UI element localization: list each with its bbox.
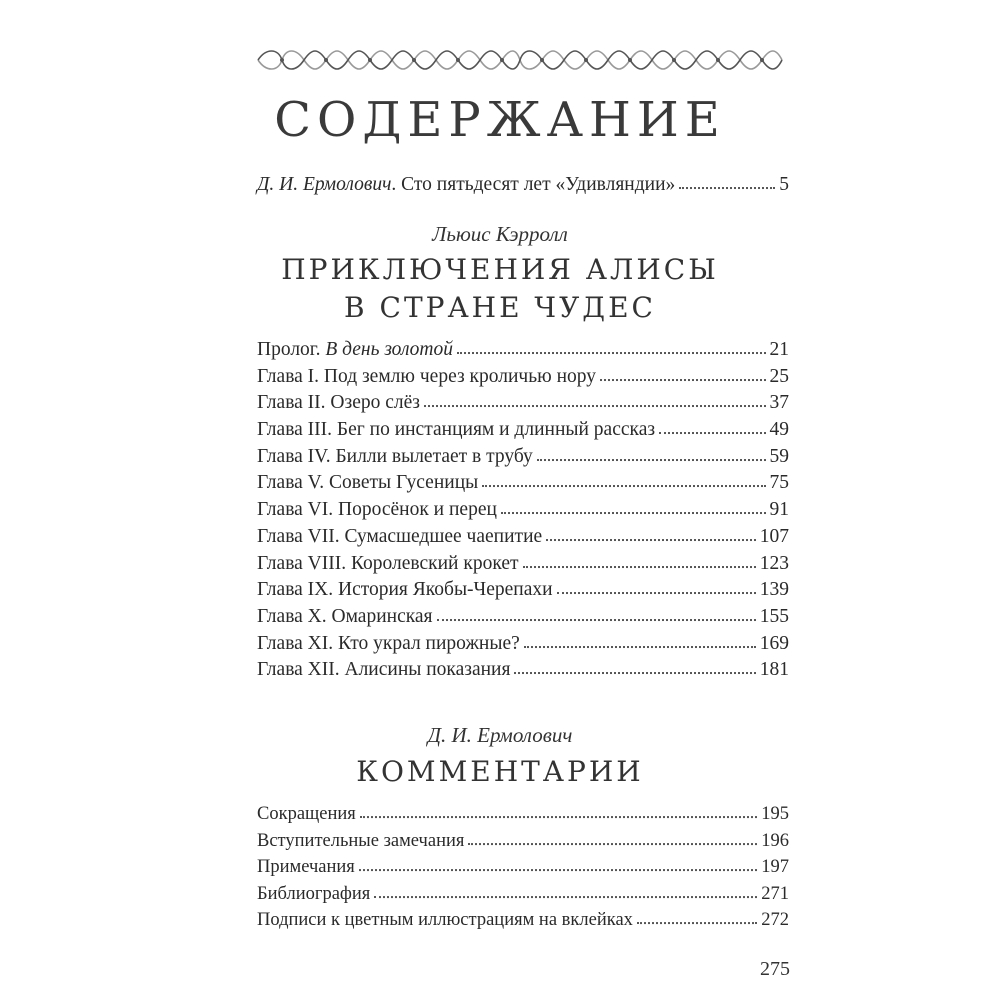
prologue-prefix: Пролог. (257, 339, 326, 360)
toc-entry-page: 181 (759, 659, 789, 681)
toc-entry-page: 155 (759, 605, 789, 627)
leader-dots (437, 610, 756, 621)
toc-entry-page: 21 (769, 339, 789, 360)
toc-entry-chapter[interactable] (257, 366, 789, 393)
toc-entry-label: Глава VII. Сумасшедшее чаепитие (257, 525, 543, 547)
toc-entry-chapter[interactable] (257, 606, 789, 633)
toc-entry-chapter[interactable] (257, 499, 789, 526)
toc-entry-page: 271 (761, 883, 789, 904)
toc-entry-label: Глава IX. История Якобы-Черепахи (257, 579, 553, 601)
page-number: 275 (760, 958, 790, 980)
toc-entry-page: 37 (769, 392, 789, 414)
toc-commentary (257, 804, 789, 937)
leader-dots (359, 861, 757, 871)
toc-entry-page: 75 (769, 472, 789, 494)
toc-entry-commentary[interactable] (257, 857, 789, 884)
toc-entry-label: Вступительные замечания (257, 830, 465, 851)
toc-entry-page: 107 (759, 525, 789, 547)
toc-entry-chapter[interactable] (257, 633, 789, 660)
toc-entry-chapter[interactable] (257, 526, 789, 553)
toc-entry-label: Глава III. Бег по инстанциям и длинный рассказ (257, 419, 656, 441)
toc-entry-chapter[interactable] (257, 579, 789, 606)
leader-dots (514, 664, 755, 675)
toc-entry-label: Глава VIII. Королевский крокет (257, 552, 519, 574)
toc-entry-commentary[interactable] (257, 884, 789, 911)
toc-entry-page: 272 (761, 910, 789, 930)
toc-entry-commentary[interactable] (257, 831, 789, 858)
leader-dots (600, 370, 766, 381)
toc-entry-page: 49 (769, 419, 789, 441)
prologue-title: В день золотой (325, 339, 454, 360)
leader-dots (424, 397, 766, 408)
leader-dots (501, 503, 766, 514)
toc-entry-label (257, 339, 453, 361)
toc-entry-label: Глава II. Озеро слёз (257, 392, 420, 414)
leader-dots (523, 557, 756, 568)
toc-entry-chapter[interactable] (257, 553, 789, 580)
toc-entry-page: 169 (759, 632, 789, 654)
book-title-line1: ПРИКЛЮЧЕНИЯ АЛИСЫ (281, 253, 719, 286)
leader-dots (360, 808, 757, 818)
toc-entry-commentary[interactable] (257, 804, 789, 831)
commentary-author: Д. И. Ермолович (427, 723, 573, 747)
leader-dots (679, 178, 775, 189)
leader-dots (557, 583, 756, 594)
toc-entry-chapter[interactable] (257, 659, 789, 686)
toc-entry-page: 123 (759, 552, 789, 574)
ornament-swirl-icon (256, 46, 784, 74)
toc-entry-page: 59 (769, 445, 789, 467)
leader-dots (546, 530, 756, 541)
toc-intro (257, 174, 789, 200)
commentary-title: КОММЕНТАРИИ (356, 755, 644, 788)
leader-dots (482, 477, 765, 488)
toc-entry-page: 139 (759, 579, 789, 601)
toc-entry-label: Примечания (257, 857, 355, 877)
toc-entry-label: Глава XI. Кто украл пирожные? (257, 632, 520, 654)
toc-entry-label: Глава I. Под землю через кроличью нору (257, 365, 596, 387)
leader-dots (468, 834, 757, 844)
book-author: Льюис Кэрролл (432, 222, 568, 246)
toc-entry-intro[interactable] (257, 174, 789, 200)
book-title-line2: В СТРАНЕ ЧУДЕС (344, 291, 656, 324)
page-title: СОДЕРЖАНИЕ (274, 92, 726, 148)
intro-text: . Сто пятьдесят лет «Удивляндии» (391, 174, 676, 195)
toc-entry-page: 25 (769, 365, 789, 387)
leader-dots (374, 887, 757, 897)
toc-entry-chapter[interactable] (257, 392, 789, 419)
toc-alice (257, 339, 789, 686)
leader-dots (537, 450, 766, 461)
toc-entry-page: 197 (761, 857, 789, 877)
toc-entry-label: Глава IV. Билли вылетает в трубу (257, 445, 533, 467)
toc-entry-label: Глава XII. Алисины показания (257, 659, 511, 681)
leader-dots (637, 914, 757, 924)
toc-entry-label: Библиография (257, 883, 371, 904)
toc-entry-chapter[interactable] (257, 446, 789, 473)
toc-entry-label: Глава VI. Поросёнок и перец (257, 499, 497, 521)
toc-entry-commentary[interactable] (257, 910, 789, 937)
toc-entry-label: Глава X. Омаринская (257, 605, 433, 627)
leader-dots (524, 637, 756, 648)
toc-entry-label: Подписи к цветным иллюстрациям на вклейках (257, 910, 633, 930)
decorative-border-ornament (256, 46, 784, 74)
toc-entry-chapter[interactable] (257, 419, 789, 446)
toc-entry-label (257, 174, 675, 196)
leader-dots (659, 423, 765, 434)
leader-dots (457, 343, 765, 354)
toc-entry-page: 196 (761, 830, 789, 851)
toc-entry-chapter[interactable] (257, 472, 789, 499)
toc-entry-page: 195 (761, 804, 789, 824)
toc-entry-prologue[interactable] (257, 339, 789, 366)
toc-entry-page: 91 (769, 499, 789, 521)
toc-entry-label: Сокращения (257, 804, 356, 824)
toc-entry-label: Глава V. Советы Гусеницы (257, 472, 479, 494)
toc-entry-page: 5 (779, 174, 789, 195)
intro-author: Д. И. Ермолович (257, 174, 392, 195)
